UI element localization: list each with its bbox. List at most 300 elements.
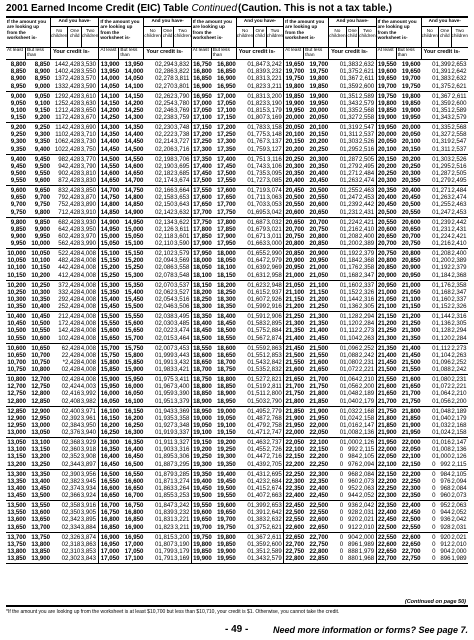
no-children-cell: 0 (432, 288, 436, 296)
one-child-cell: 976 (440, 477, 451, 485)
at-least-label: At least (192, 48, 212, 59)
one-child-cell: 1,367 (435, 92, 451, 100)
one-child-cell: 904 (348, 533, 359, 541)
row-group (377, 438, 468, 470)
at-least-cell: 15,350 (100, 288, 120, 296)
two-children-cell: 2,389 (451, 257, 467, 265)
at-least-cell: 20,850 (285, 250, 305, 257)
at-least-cell: 21,650 (377, 390, 397, 398)
no-children-cell: 0 (339, 271, 344, 279)
but-less-cell: 9,100 (34, 99, 50, 107)
no-children-cell: 0 (155, 114, 159, 122)
at-least-cell: 17,400 (193, 162, 212, 170)
but-less-cell: 8,950 (34, 75, 50, 83)
no-children-cell: 0 (247, 131, 251, 139)
but-less-cell: 21,350 (309, 320, 329, 328)
table-row (284, 257, 375, 264)
no-children-cell: 0 (155, 124, 159, 131)
no-children-cell: 0 (155, 177, 159, 185)
one-child-cell: 1,032 (435, 421, 451, 429)
at-least-cell: 9,850 (10, 225, 26, 233)
no-children-cell: 0 (432, 523, 436, 531)
row-group (284, 438, 375, 470)
but-less-cell: 10,200 (31, 271, 50, 279)
but-less-cell: 20,750 (309, 225, 329, 233)
no-children-cell: 0 (339, 366, 344, 374)
but-less-cell: 15,950 (124, 376, 144, 383)
table-row (6, 439, 98, 446)
table-row (377, 509, 468, 516)
one-child-cell: 2,206 (158, 145, 174, 153)
but-less-cell: 21,600 (309, 358, 329, 366)
two-children-cell: 2,021 (358, 516, 375, 524)
one-child-cell: 1,375 (343, 68, 359, 76)
but-less-cell: 15,600 (124, 320, 144, 328)
at-least-cell: 21,700 (377, 397, 397, 405)
two-children-cell: 3,264 (174, 484, 190, 492)
one-child-cell: 2,400 (65, 407, 81, 415)
at-least-cell: 10,150 (7, 271, 26, 279)
at-least-cell: 21,600 (285, 366, 305, 374)
table-row (6, 75, 98, 82)
one-child-cell: 936 (348, 502, 359, 509)
but-less-cell: 18,250 (217, 288, 236, 296)
at-least-cell: 21,550 (377, 376, 397, 383)
one-child-cell: 1,983 (158, 366, 174, 374)
two-children-cell: 4,003 (80, 383, 96, 391)
two-children-cell: 2,179 (358, 397, 375, 405)
one-child-cell: 2,246 (158, 106, 174, 114)
table-row (192, 219, 283, 226)
no-children-cell: 75 (58, 201, 65, 209)
two-children-cell: 2,579 (451, 114, 467, 122)
at-least-cell: 20,250 (377, 169, 397, 177)
table-row (377, 320, 468, 327)
at-least-cell: 10,350 (7, 303, 26, 311)
column-subheader (192, 48, 283, 60)
no-children-cell: 0 (339, 281, 344, 289)
one-child-cell: 1,615 (250, 288, 267, 296)
table-row (99, 359, 190, 366)
at-least-cell: 19,950 (285, 106, 305, 114)
but-less-cell: 17,850 (217, 225, 236, 233)
table-row (284, 75, 375, 82)
one-child-cell: 1,895 (158, 453, 174, 461)
children-label: One child (253, 27, 266, 47)
two-children-cell: 3,685 (174, 169, 190, 177)
two-children-cell: 2,231 (451, 376, 467, 383)
no-children-cell: 0 (339, 358, 344, 366)
no-children-cell: 0 (155, 250, 159, 257)
one-child-cell: 2,007 (158, 344, 174, 352)
one-child-cell: 920 (440, 533, 451, 541)
but-less-cell: 22,700 (309, 533, 329, 541)
table-row (284, 219, 375, 226)
but-less-cell: 15,700 (124, 334, 144, 342)
one-child-cell: 1,231 (343, 208, 359, 216)
but-less-cell: 21,500 (401, 358, 421, 366)
but-less-cell: 14,050 (124, 75, 144, 83)
no-children-cell: 0 (247, 271, 251, 279)
table-row (99, 461, 190, 468)
children-label: One child (67, 27, 81, 47)
one-child-cell: 1,407 (250, 492, 267, 500)
table-row (6, 219, 98, 226)
two-children-cell: 2,863 (266, 344, 282, 352)
row-group (192, 92, 283, 124)
two-children-cell: 3,929 (80, 439, 96, 446)
at-least-cell: 14,400 (100, 138, 120, 146)
table-row (377, 555, 468, 562)
but-less-cell: 17,000 (124, 540, 144, 548)
but-less-cell: 9,050 (34, 92, 50, 100)
but-less-cell: 15,400 (124, 288, 144, 296)
but-less-cell: 22,350 (309, 477, 329, 485)
no-children-cell: 0 (339, 383, 344, 391)
one-child-cell: 1,471 (250, 429, 267, 437)
two-children-cell: 2,052 (358, 492, 375, 500)
no-children-cell: 0 (247, 421, 251, 429)
two-children-cell: 2,242 (358, 351, 375, 359)
no-children-cell: 0 (155, 446, 159, 454)
two-children-cell: 2,726 (266, 446, 282, 454)
but-less-cell: 19,350 (217, 460, 236, 468)
row-group (6, 123, 98, 155)
table-row (6, 156, 98, 163)
at-least-cell: 19,800 (285, 82, 305, 90)
two-children-cell: 1,989 (451, 555, 467, 563)
two-children-cell: 3,074 (266, 187, 282, 194)
no-children-cell: 0 (339, 61, 344, 68)
no-children-cell: 41 (58, 271, 65, 279)
one-child-cell: 1,144 (435, 313, 451, 320)
one-child-cell: 1,271 (435, 187, 451, 194)
one-child-cell: 1,287 (435, 169, 451, 177)
one-child-cell: 1,239 (435, 218, 451, 226)
table-row (99, 471, 190, 478)
but-less-cell: 20,150 (309, 131, 329, 139)
one-child-cell: 2,046 (158, 303, 174, 311)
one-child-cell: 2,428 (65, 320, 81, 328)
but-less-cell: 15,550 (124, 313, 144, 320)
at-least-cell: 18,250 (193, 295, 212, 303)
at-least-cell: 10,600 (7, 344, 26, 352)
one-child-cell: 1,064 (343, 376, 359, 383)
at-least-cell: 19,700 (377, 82, 397, 90)
table-row (6, 264, 98, 271)
but-less-cell: 13,150 (31, 446, 50, 454)
table-row (6, 492, 98, 499)
two-children-cell: 2,126 (451, 453, 467, 461)
two-children-cell: 3,970 (80, 232, 96, 240)
but-less-cell: 10,550 (31, 327, 50, 335)
table-row (6, 107, 98, 114)
but-less-cell: 17,300 (217, 138, 236, 146)
table-row (284, 170, 375, 177)
table-row (192, 107, 283, 114)
two-children-cell: 3,506 (174, 303, 190, 311)
but-less-cell: 9,900 (34, 225, 50, 233)
no-children-cell: 0 (432, 218, 436, 226)
table-row (284, 289, 375, 296)
but-less-cell: 14,650 (124, 169, 144, 177)
at-least-cell: 21,150 (285, 295, 305, 303)
table-row (99, 124, 190, 131)
but-less-cell: 16,550 (124, 470, 144, 478)
but-less-cell: 16,950 (124, 533, 144, 541)
row-group (284, 123, 375, 155)
two-children-cell: 2,474 (451, 194, 467, 202)
no-children-cell: 0 (339, 421, 344, 429)
one-child-cell: 1,367 (250, 533, 267, 541)
two-children-cell: 2,063 (451, 502, 467, 509)
but-less-cell: 13,750 (31, 533, 50, 541)
two-children-cell: 3,569 (174, 257, 190, 265)
no-children-cell: 0 (432, 492, 436, 500)
but-less-cell: 15,000 (124, 225, 144, 233)
one-child-cell: 896 (440, 555, 451, 563)
at-least-cell: 18,700 (193, 366, 212, 374)
no-children-cell: 33 (58, 288, 65, 296)
at-least-cell: 16,900 (100, 533, 120, 541)
one-child-cell: 1,399 (250, 502, 267, 509)
two-children-cell: 2,979 (266, 257, 282, 265)
one-child-cell: 1,247 (343, 194, 359, 202)
one-child-cell: 1,367 (343, 75, 359, 83)
but-less-cell: 19,900 (217, 547, 236, 555)
two-children-cell: 4,008 (80, 281, 96, 289)
but-less-cell: 15,100 (124, 240, 144, 248)
table-row (99, 209, 190, 216)
no-children-cell: 0 (155, 201, 159, 209)
one-child-cell: 1,639 (250, 264, 267, 272)
at-least-cell: 20,550 (285, 201, 305, 209)
no-children-cell: 0 (339, 334, 344, 342)
table-row (6, 408, 98, 415)
one-child-cell: 1,120 (435, 334, 451, 342)
row-group (192, 501, 283, 533)
but-less-cell: 18,750 (217, 366, 236, 374)
at-least-cell: 15,400 (100, 295, 120, 303)
at-least-cell: 20,950 (285, 264, 305, 272)
at-least-cell: 21,300 (377, 334, 397, 342)
at-least-cell: 13,450 (7, 492, 26, 500)
no-children-cell: 10 (58, 334, 65, 342)
but-less-cell: 9,350 (34, 138, 50, 146)
but-less-cell: 21,450 (309, 334, 329, 342)
two-children-cell: 3,870 (80, 194, 96, 202)
at-least-cell: 13,750 (7, 540, 26, 548)
at-least-cell: 21,150 (377, 313, 397, 320)
at-least-cell: 22,650 (377, 547, 397, 555)
at-least-cell: 9,250 (10, 131, 26, 139)
two-children-cell: 2,052 (451, 509, 467, 517)
table-row (6, 201, 98, 208)
but-less-cell: 17,500 (217, 169, 236, 177)
but-less-cell: 22,600 (401, 533, 421, 541)
two-children-cell: 3,908 (80, 453, 96, 461)
no-children-cell: 0 (339, 446, 344, 454)
one-child-cell: 1,623 (250, 281, 267, 289)
but-less-cell: 17,750 (217, 208, 236, 216)
no-children-cell: 0 (247, 383, 251, 391)
one-child-cell: 2,214 (158, 138, 174, 146)
row-group (6, 533, 98, 565)
table-row (99, 408, 190, 415)
no-children-cell: 0 (61, 523, 65, 531)
one-child-cell: 1,216 (343, 225, 359, 233)
at-least-cell: 19,850 (193, 547, 212, 555)
no-children-cell: 0 (432, 240, 436, 248)
at-least-cell: 18,000 (193, 257, 212, 265)
no-children-cell: 0 (432, 477, 436, 485)
no-children-cell: 14 (58, 327, 65, 335)
but-less-cell: 13,700 (31, 523, 50, 531)
one-child-cell: 904 (440, 547, 451, 555)
two-children-cell: 2,800 (266, 390, 282, 398)
at-least-cell: 14,850 (100, 208, 120, 216)
at-least-cell: 19,900 (377, 114, 397, 122)
at-least-cell: 17,350 (193, 155, 212, 163)
one-child-cell: 1,200 (343, 240, 359, 248)
one-child-cell: 2,408 (65, 397, 81, 405)
but-less-cell: 17,350 (217, 145, 236, 153)
no-children-cell: 0 (339, 124, 344, 131)
one-child-cell: 1,263 (343, 177, 359, 185)
column-header (377, 18, 468, 48)
no-children-cell: 0 (155, 327, 159, 335)
no-children-cell: 0 (247, 407, 251, 415)
one-child-cell: 1,335 (435, 124, 451, 131)
one-child-cell: 1,415 (250, 484, 267, 492)
table-row (377, 359, 468, 366)
one-child-cell: 1,080 (435, 376, 451, 383)
at-least-cell: 14,150 (100, 99, 120, 107)
no-children-cell: 21 (58, 313, 65, 320)
one-child-cell: 1,735 (250, 169, 267, 177)
two-children-cell: 2,653 (266, 502, 282, 509)
at-least-cell: 20,650 (377, 232, 397, 240)
table-row (284, 93, 375, 100)
table-row (99, 320, 190, 327)
two-children-cell: 2,347 (451, 288, 467, 296)
row-group (377, 60, 468, 92)
two-children-cell: 3,759 (174, 114, 190, 122)
two-children-cell: 3,738 (174, 131, 190, 139)
but-less-cell: 13,800 (31, 540, 50, 548)
no-children-cell: 0 (155, 429, 159, 437)
row-group (377, 218, 468, 250)
table-row (6, 313, 98, 320)
but-less-cell: 15,800 (124, 351, 144, 359)
row-group (99, 344, 190, 376)
but-less-cell: 20,500 (401, 201, 421, 209)
no-children-cell: 0 (432, 414, 436, 422)
no-children-cell: 64 (58, 225, 65, 233)
table-row (377, 376, 468, 383)
but-less-cell: 20,650 (401, 225, 421, 233)
but-less-cell: 22,250 (309, 460, 329, 468)
no-children-cell: 0 (432, 187, 436, 194)
no-children-cell: 129 (54, 92, 65, 100)
at-least-cell: 22,350 (285, 484, 305, 492)
at-least-cell: 10,000 (7, 250, 26, 257)
at-least-cell: 19,550 (193, 502, 212, 509)
at-least-cell: 18,650 (193, 358, 212, 366)
two-children-cell: 3,011 (266, 232, 282, 240)
no-children-cell: 0 (155, 547, 159, 555)
one-child-cell: 1,543 (250, 358, 267, 366)
one-child-cell: 2,428 (65, 194, 81, 202)
one-child-cell: 984 (440, 470, 451, 478)
row-group (192, 186, 283, 218)
table-row (6, 194, 98, 201)
at-least-cell: 16,850 (100, 523, 120, 531)
but-less-cell: 10,000 (31, 240, 50, 248)
no-children-cell: 0 (339, 194, 344, 202)
two-children-cell: 2,811 (266, 383, 282, 391)
row-group (6, 407, 98, 439)
two-children-cell: 2,368 (451, 271, 467, 279)
at-least-cell: 10,450 (7, 320, 26, 328)
at-least-label: At least (99, 48, 119, 59)
no-children-cell: 0 (61, 453, 65, 461)
but-less-cell: 21,750 (309, 383, 329, 391)
one-child-cell: 1,008 (435, 446, 451, 454)
but-less-cell: 21,800 (309, 390, 329, 398)
at-least-cell: 14,500 (100, 155, 120, 163)
but-less-cell: 20,100 (401, 138, 421, 146)
at-least-cell: 18,200 (193, 288, 212, 296)
table-row (192, 492, 283, 499)
at-least-cell: 21,600 (377, 383, 397, 391)
table-row (192, 548, 283, 555)
two-children-cell: 3,411 (174, 376, 190, 383)
at-least-cell: 15,000 (100, 232, 120, 240)
table-row (377, 240, 468, 247)
two-children-cell: 2,421 (358, 218, 375, 226)
one-child-cell: 1,375 (435, 82, 451, 90)
two-children-cell: 2,453 (358, 194, 375, 202)
no-children-cell: 0 (247, 194, 251, 202)
but-less-cell: 9,750 (34, 201, 50, 209)
two-children-cell: 4,008 (80, 250, 96, 257)
two-children-cell: 2,200 (358, 383, 375, 391)
but-less-cell: 20,250 (401, 162, 421, 170)
table-row (99, 296, 190, 303)
but-less-cell: 12,950 (31, 414, 50, 422)
one-child-cell: 1,351 (343, 92, 359, 100)
no-children-cell: 0 (155, 320, 159, 328)
no-children-cell: 0 (247, 138, 251, 146)
two-children-cell: 2,653 (451, 61, 467, 68)
children-label: Two children (81, 27, 98, 47)
one-child-cell: 2,078 (158, 271, 174, 279)
two-children-cell: 2,663 (266, 492, 282, 500)
no-children-cell: 87 (58, 177, 65, 185)
table-row (192, 398, 283, 405)
one-child-cell: 1,999 (158, 351, 174, 359)
but-less-cell: 15,300 (124, 271, 144, 279)
no-children-cell: 0 (247, 516, 251, 524)
but-less-cell: 18,150 (217, 271, 236, 279)
no-children-cell: 0 (155, 169, 159, 177)
but-less-cell: 16,850 (124, 516, 144, 524)
at-least-cell: 19,900 (285, 99, 305, 107)
row-group (377, 344, 468, 376)
no-children-cell: 0 (339, 555, 344, 563)
row-group (377, 249, 468, 281)
